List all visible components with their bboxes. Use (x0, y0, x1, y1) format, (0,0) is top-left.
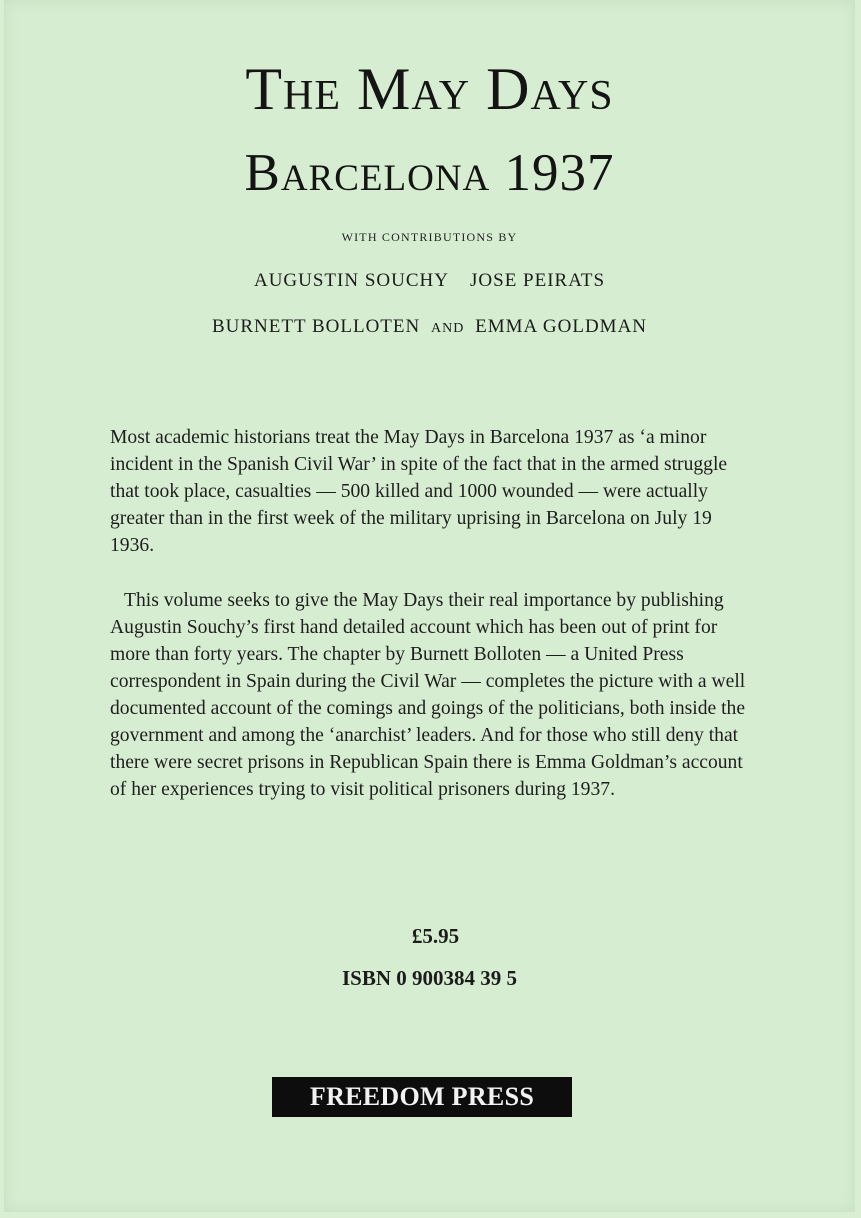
authors-line-1 (4, 270, 855, 292)
blurb-paragraph-2: This volume seeks to give the May Days their real importance by publishing Augustin Souchy’s first hand detailed account which has been out of print for more than forty years. The chapter by Burnett Bolloten — a United Press correspondent in Spain during the Civil War — completes the picture with a well documented account of the comings and goings of the politicians, both inside the government and among the ‘anarchist’ leaders. And for those who still deny that there were secret prisons in Republican Spain there is Emma Goldman’s account of her experiences trying to visit political prisoners during 1937. (110, 590, 746, 800)
authors-line-2 (4, 316, 855, 338)
isbn: ISBN 0 900384 39 5 (341, 966, 518, 990)
book-title: The May Days (245, 56, 614, 122)
publisher-logo: FREEDOM PRESS (272, 1077, 572, 1117)
price: £5.95 (411, 924, 460, 948)
author-conjunction: AND (431, 321, 465, 336)
contributions-label: WITH CONTRIBUTIONS BY (341, 230, 518, 244)
book-subtitle: Barcelona 1937 (244, 144, 615, 202)
blurb-paragraph-1: Most academic historians treat the May Days in Barcelona 1937 as ‘a minor incident in the Spanish Civil War’ in spite of the fact that in the armed struggle that took place, casualties — 500 killed and 1000 wounded — were actually greater than in the first week of the military uprising in Barcelona on July 19 1936. (110, 427, 728, 556)
author-peirats: JOSE PEIRATS (470, 270, 606, 291)
author-goldman: EMMA GOLDMAN (475, 316, 648, 337)
back-cover (4, 0, 855, 1212)
author-souchy: AUGUSTIN SOUCHY (253, 270, 449, 291)
author-bolloten: BURNETT BOLLOTEN (211, 316, 421, 337)
